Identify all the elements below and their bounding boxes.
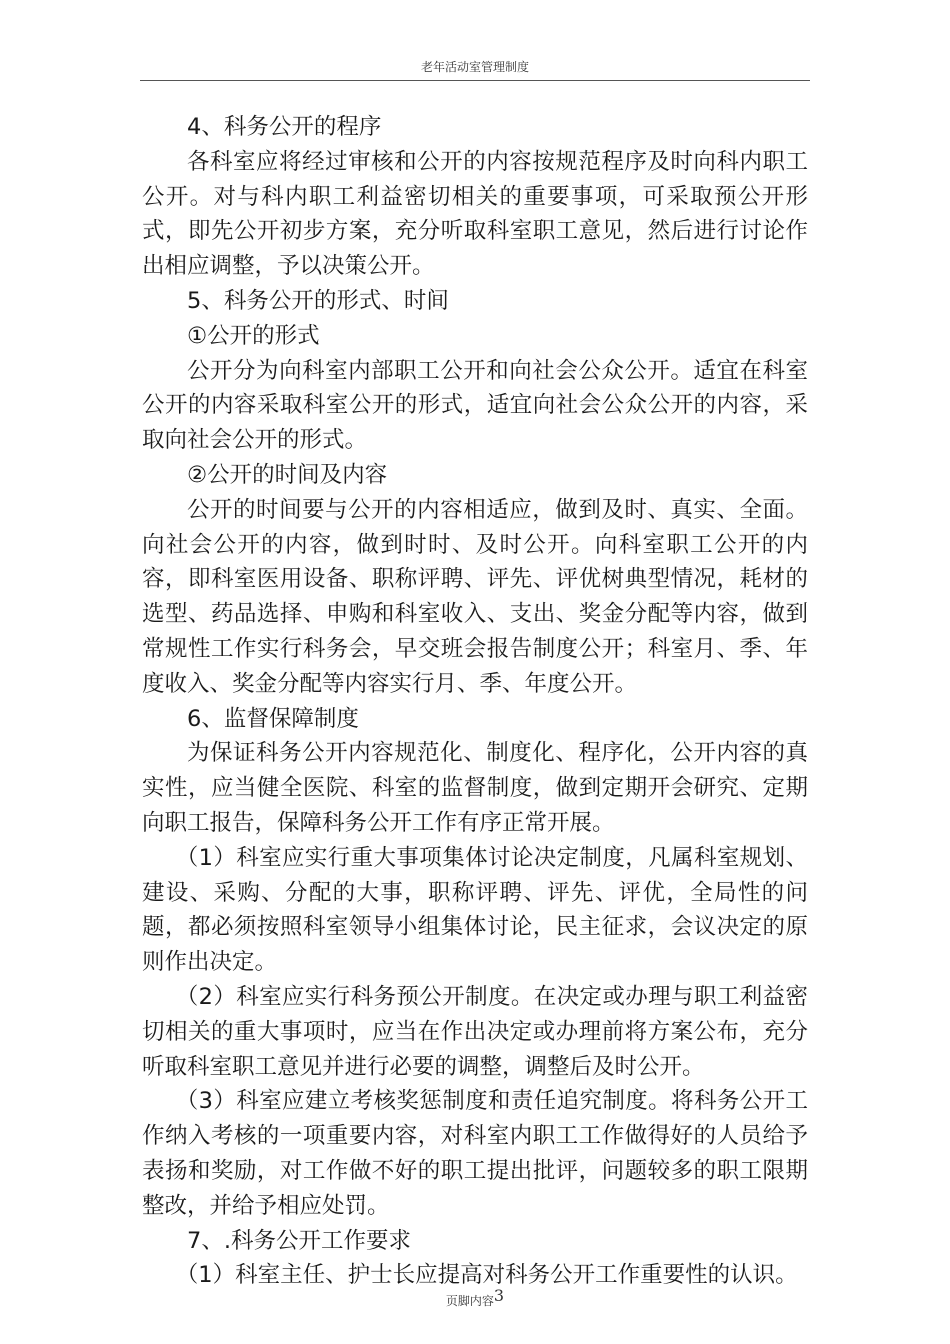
page-footer (0, 1286, 950, 1309)
body-paragraph: 公开的时间要与公开的内容相适应，做到及时、真实、全面。向社会公开的内容，做到时时、及时公开。向科室职工公开的内容，即科室医用设备、职称评聘、评先、评优树典型情况，耗材的选型、药品选择、申购和科室收入、支出、奖金分配等内容，做到常规性工作实行科务会，早交班会报告制度公开；科室月、季、年度收入、奖金分配等内容实行月、季、年度公开。 (142, 496, 808, 697)
numbered-item: （2）科室应实行科务预公开制度。在决定或办理与职工利益密切相关的重大事项时，应当在作出决定或办理前将方案公布，充分听取科室职工意见并进行必要的调整，调整后及时公开。 (142, 983, 808, 1080)
numbered-item: （1）科室主任、护士长应提高对科务公开工作重要性的认识。 (175, 1262, 798, 1289)
body-paragraph: 各科室应将经过审核和公开的内容按规范程序及时向科内职工公开。对与科内职工利益密切相关的重要事项，可采取预公开形式，即先公开初步方案，充分听取科室职工意见，然后进行讨论作出相应调整，予以决策公开。 (142, 148, 808, 280)
numbered-item: （1）科室应实行重大事项集体讨论决定制度，凡属科室规划、建设、采购、分配的大事，职称评聘、评先、评优，全局性的问题，都必须按照科室领导小组集体讨论，民主征求，会议决定的原则作出决定。 (142, 844, 808, 976)
subsection-heading: ①公开的形式 (187, 322, 320, 349)
page-number: 3 (493, 1286, 505, 1305)
footer-label: 页脚内容 (445, 1294, 494, 1308)
body-paragraph: 为保证科务公开内容规范化、制度化、程序化，公开内容的真实性，应当健全医院、科室的监督制度，做到定期开会研究、定期向职工报告，保障科务公开工作有序正常开展。 (142, 740, 808, 836)
section-heading: 6、监督保障制度 (187, 705, 359, 732)
page-header (140, 58, 810, 81)
document-body (142, 110, 808, 1293)
body-paragraph: 公开分为向科室内部职工公开和向社会公众公开。适宜在科室公开的内容采取科室公开的形式，适宜向社会公众公开的内容，采取向社会公开的形式。 (142, 357, 808, 454)
section-heading: 4、科务公开的程序 (187, 114, 382, 140)
header-title: 老年活动室管理制度 (420, 60, 529, 74)
numbered-item: （3）科室应建立考核奖惩制度和责任追究制度。将科务公开工作纳入考核的一项重要内容，对科室内职工工作做得好的人员给予表扬和奖励，对工作做不好的职工提出批评，问题较多的职工限期整改，并给予相应处罚。 (142, 1088, 808, 1219)
subsection-heading: ②公开的时间及内容 (187, 461, 388, 488)
section-heading: 5、科务公开的形式、时间 (187, 287, 449, 314)
section-heading: 7、.科务公开工作要求 (187, 1227, 411, 1254)
